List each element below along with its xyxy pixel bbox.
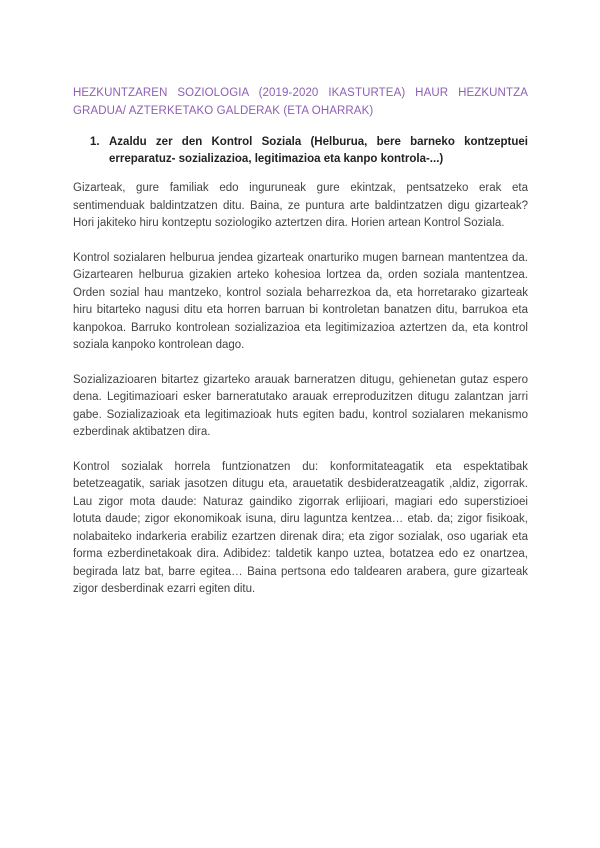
paragraph-intro: Gizarteak, gure familiak edo inguruneak gure ekintzak, pentsatzeko erak eta sentimenduak baldintzatzen ditu. Baina, ze puntura arte baldintzatzen digu gizarteak? Hori jakiteko hiru kontzeptu soziologiko aztertzen dira. Horien artean Kontrol Soziala. — [73, 182, 528, 229]
question-number: 1. — [90, 136, 100, 148]
paragraph-purpose: Kontrol sozialaren helburua jendea gizarteak onarturiko mugen barnean mantentzea da. Gizartearen helburua gizakien arteko kohesioa lortzea da, orden soziala mantentzea. Orden sozial hau mantzeko, kontrol soziala beharrezkoa da, eta horretarako gizarteak hiru bitarteko nagusi ditu eta horren barruan bi kontroletan banatzen ditu, barrukoa eta kanpokoa. Barruko kontrolean sozializazioa eta legitimizazioa aztertzen da, eta kontrol soziala kanpoko kontrolean dago. — [73, 251, 528, 351]
paragraph-socialization: Sozializazioaren bitartez gizarteko arauak barneratzen ditugu, gehienetan gutaz espero dena. Legitimazioari esker barneratutako arauak erreproduzitzen ditugu zalantzan jarri gabe. Sozializazioak eta legitimazioak huts egiten badu, kontrol sozialaren mekanismo ezberdinak aktibatzen dira. — [73, 373, 528, 438]
paragraph-sanctions: Kontrol sozialak horrela funtzionatzen du: konformitateagatik eta espektatibak betetzeagatik, sariak jasotzen ditugu eta, arauetatik desbideratzeagatik ,aldiz, zigorrak. Lau zigor mota daude: Naturaz gaindiko zigorrak erlijioari, magiari edo superstizioei lotuta daude; zigor ekonomikoak isuna, diru laguntza kentzea… etab. da; zigor fisikoak, nolabaiteko indarkeria erabiliz ezartzen direnak dira; eta zigor sozialak, oso ugariak eta forma ezberdinetakoak dira. Adibidez: taldetik kanpo uztea, botatzea edo ez onartzea, begirada latz bat, barre egitea… Baina pertsona edo taldearen arabera, gure gizarteak zigor desberdinak ezarri egiten ditu. — [73, 460, 528, 595]
document-title: HEZKUNTZAREN SOZIOLOGIA (2019-2020 IKASTURTEA) HAUR HEZKUNTZA GRADUA/ AZTERKETAKO GALDERAK (ETA OHARRAK) — [73, 87, 528, 117]
question-text: Azaldu zer den Kontrol Soziala (Helburua, bere barneko kontzeptuei erreparatuz- sozializazioa, legitimazioa eta kanpo kontrola-...) — [109, 136, 528, 165]
document-page — [73, 84, 528, 599]
exam-question — [73, 134, 528, 168]
